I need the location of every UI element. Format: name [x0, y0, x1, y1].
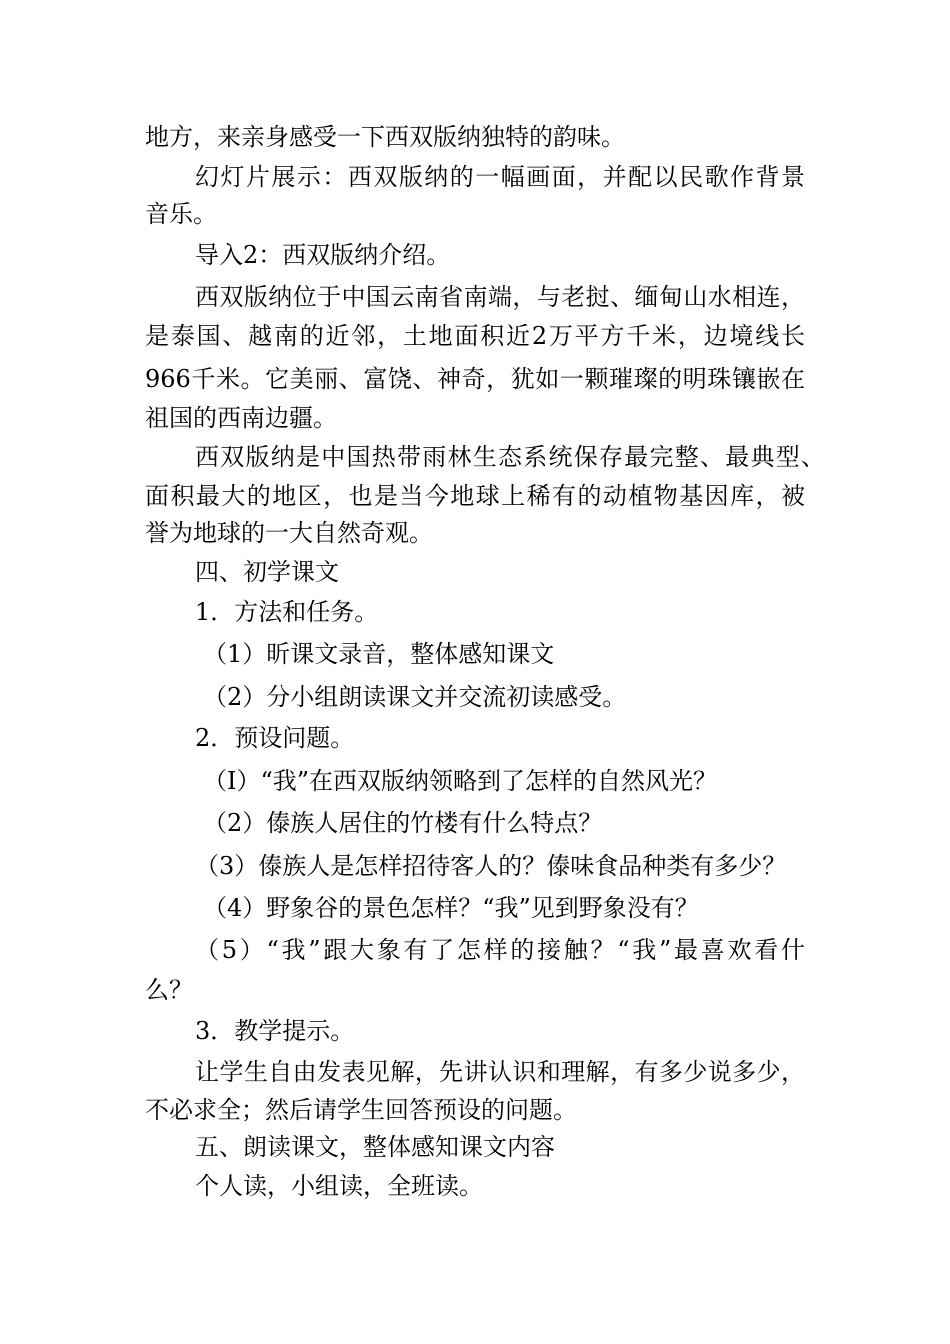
text-line: 音乐。	[145, 200, 217, 228]
list-item: 3．教学提示。	[195, 1017, 355, 1045]
text-line: 个人读，小组读，全班读。	[195, 1172, 483, 1200]
list-item: （2）傣族人居住的竹楼有什么特点？	[203, 809, 603, 837]
text-line: 祖国的西南边疆。	[145, 404, 337, 432]
section-heading: 五、朗读课文，整体感知课文内容	[195, 1133, 555, 1161]
text-line: 西双版纳位于中国云南省南端，与老挝、缅甸山水相连，	[195, 283, 805, 311]
text-line: 让学生自由发表见解，先讲认识和理解，有多少说多少，	[195, 1058, 805, 1086]
text-line: 地方，来亲身感受一下西双版纳独特的韵味。	[145, 123, 625, 151]
text-line: 誉为地球的一大自然奇观。	[145, 519, 433, 547]
section-heading: 四、初学课文	[195, 558, 339, 586]
text-line: 幻灯片展示：西双版纳的一幅画面，并配以民歌作背景	[195, 163, 805, 191]
text-line: 面积最大的地区，也是当今地球上稀有的动植物基因库，被	[145, 482, 805, 510]
list-item: 1．方法和任务。	[195, 598, 379, 626]
list-item: （5）“我”跟大象有了怎样的接触？“我”最喜欢看什	[195, 936, 805, 964]
text-line: 966千米。它美丽、富饶、神奇，犹如一颗璀璨的明珠镶嵌在	[145, 365, 805, 393]
list-item: （2）分小组朗读课文并交流初读感受。	[203, 683, 627, 711]
text-line: 导入2：西双版纳介绍。	[195, 241, 451, 269]
list-item: （I）“我”在西双版纳领略到了怎样的自然风光？	[203, 767, 718, 795]
list-item: 2．预设问题。	[195, 724, 355, 752]
text-line: 是泰国、越南的近邻，土地面积近2万平方千米，边境线长	[145, 322, 805, 350]
text-line: 不必求全；然后请学生回答预设的问题。	[145, 1096, 577, 1124]
list-item: （4）野象谷的景色怎样？“我”见到野象没有？	[203, 894, 699, 922]
text-line: 西双版纳是中国热带雨林生态系统保存最完整、最典型、	[195, 443, 825, 471]
list-item: （3）傣族人是怎样招待客人的？傣味食品种类有多少？	[195, 852, 787, 880]
text-line: 么？	[145, 976, 193, 1004]
list-item: （1）昕课文录音，整体感知课文	[203, 640, 555, 668]
